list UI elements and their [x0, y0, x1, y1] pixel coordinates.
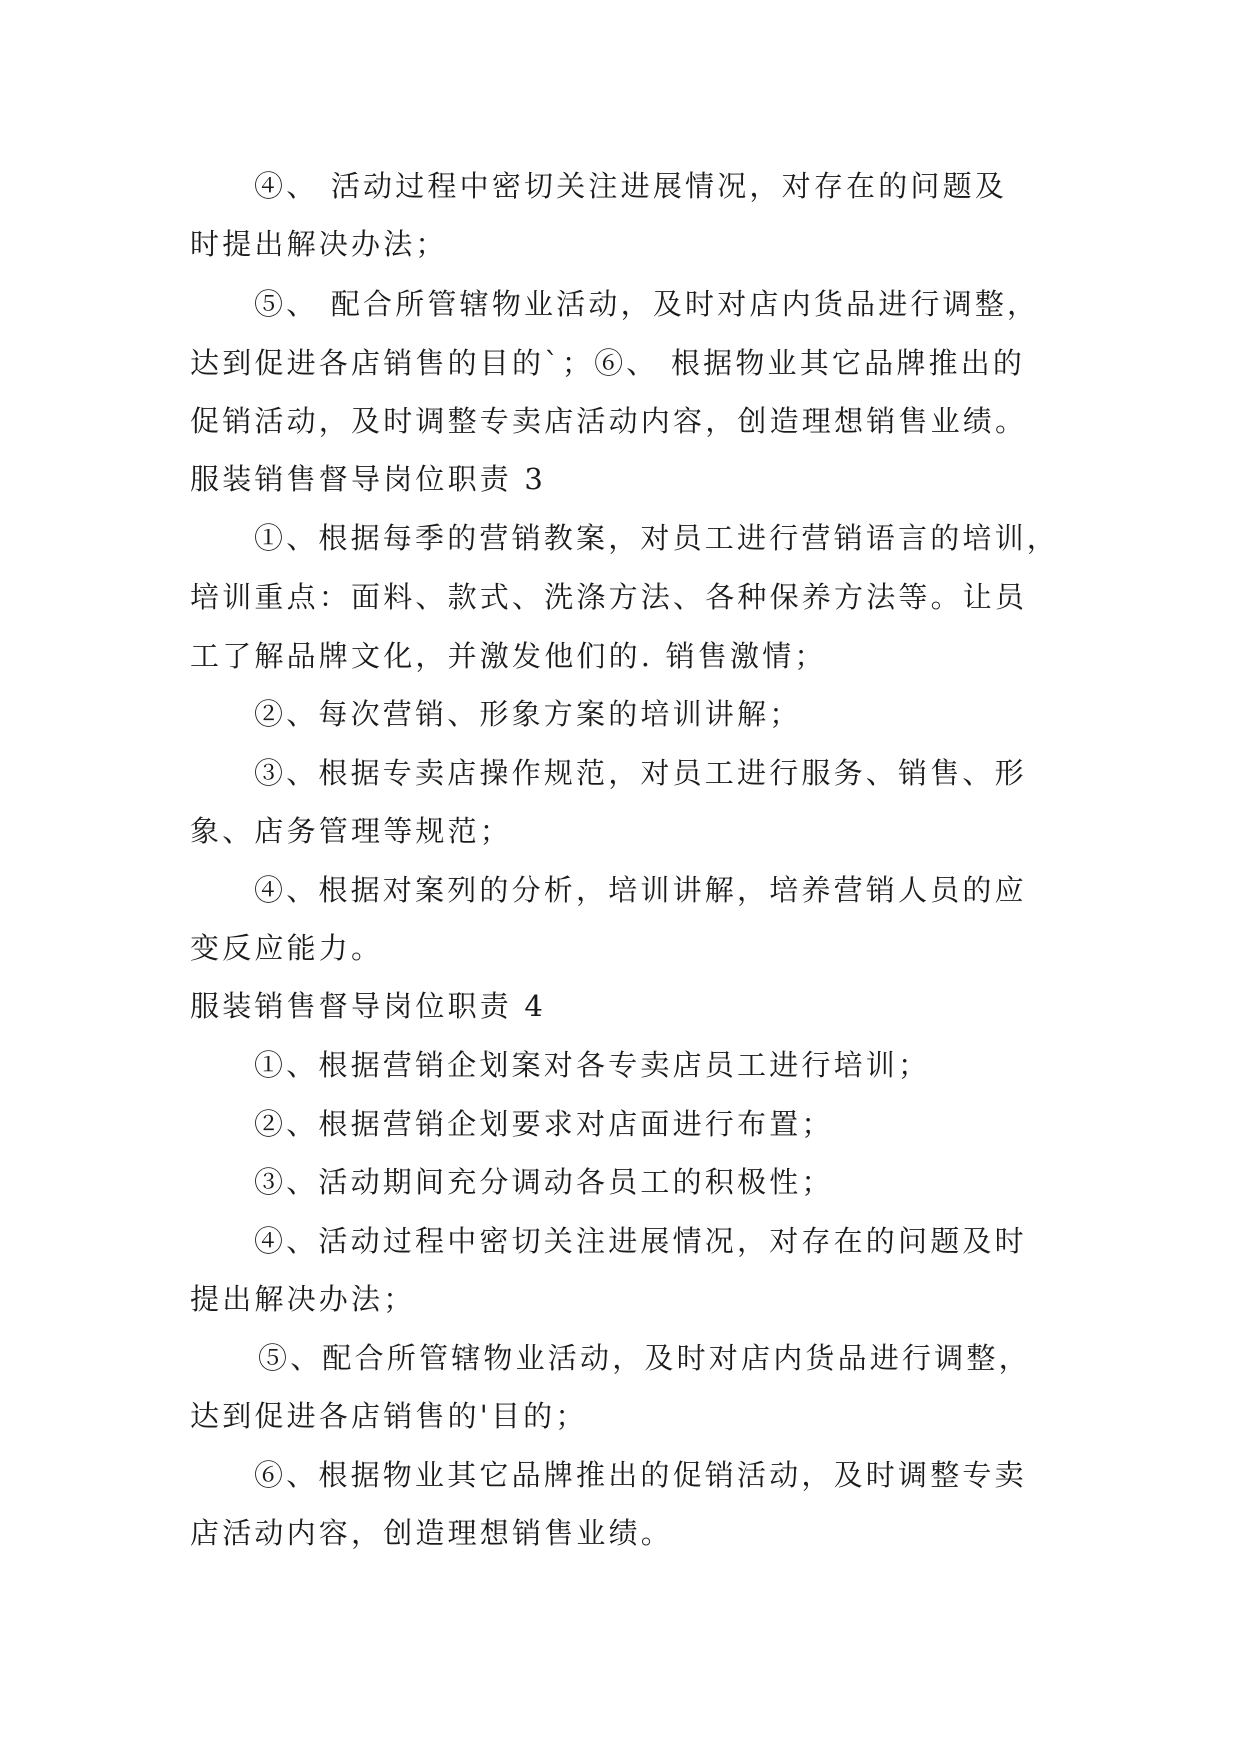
- text-line: ⑤、 配合所管辖物业活动，及时对店内货品进行调整，: [254, 287, 1040, 321]
- text-line: 象、店务管理等规范；: [190, 814, 513, 848]
- text-line: ④、根据对案列的分析，培训讲解，培养营销人员的应: [254, 873, 1027, 907]
- text-line: 时提出解决办法；: [190, 227, 448, 261]
- text-line: ⑤、配合所管辖物业活动，及时对店内货品进行调整，: [258, 1341, 1031, 1375]
- text-line: ③、活动期间充分调动各员工的积极性；: [254, 1165, 834, 1199]
- text-line: 达到促进各店销售的'目的；: [190, 1399, 588, 1433]
- text-line: ①、根据每季的营销教案，对员工进行营销语言的培训，: [254, 521, 1060, 555]
- text-line: 培训重点：面料、款式、洗涤方法、各种保养方法等。让员: [190, 580, 1028, 614]
- text-line: 达到促进各店销售的目的`；⑥、 根据物业其它品牌推出的: [190, 346, 1026, 380]
- text-line: 提出解决办法；: [190, 1282, 416, 1316]
- text-line: 工了解品牌文化，并激发他们的. 销售激情；: [190, 639, 827, 673]
- text-line: ④、活动过程中密切关注进展情况，对存在的问题及时: [254, 1224, 1027, 1258]
- text-line: ①、根据营销企划案对各专卖店员工进行培训；: [254, 1048, 931, 1082]
- text-line: ②、每次营销、形象方案的培训讲解；: [254, 697, 802, 731]
- text-line: 促销活动，及时调整专卖店活动内容，创造理想销售业绩。: [190, 404, 1028, 438]
- text-line: 变反应能力。: [190, 931, 384, 965]
- text-line: ③、根据专卖店操作规范，对员工进行服务、销售、形: [254, 756, 1027, 790]
- section-heading: 服装销售督导岗位职责 3: [190, 462, 547, 496]
- text-line: 店活动内容，创造理想销售业绩。: [190, 1516, 674, 1550]
- section-heading: 服装销售督导岗位职责 4: [190, 989, 547, 1023]
- text-line: ②、根据营销企划要求对店面进行布置；: [254, 1107, 834, 1141]
- text-line: ④、 活动过程中密切关注进展情况，对存在的问题及: [254, 169, 1008, 203]
- text-line: ⑥、根据物业其它品牌推出的促销活动，及时调整专卖: [254, 1458, 1027, 1492]
